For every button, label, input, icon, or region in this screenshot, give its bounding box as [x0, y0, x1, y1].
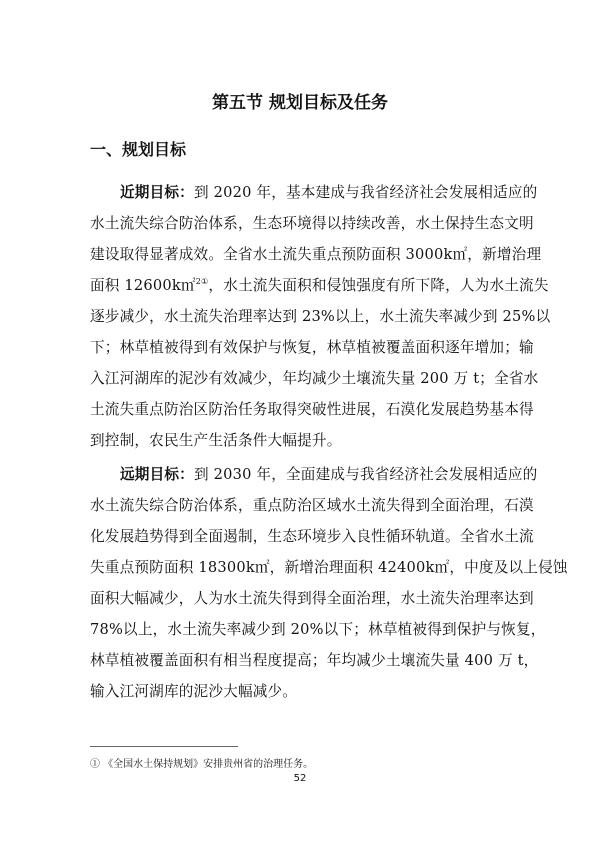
near-term-label: 近期目标： [120, 184, 194, 201]
near-term-line-7: 入江河湖库的泥沙有效减少，年均减少土壤流失量 200 万 t；全省水 [90, 370, 539, 387]
footnote-divider [90, 746, 238, 747]
near-term-line-1 [120, 181, 538, 202]
footnote-ref: 2① [195, 277, 209, 286]
near-term-text: 到 2020 年，基本建成与我省经济社会发展相适应的 [193, 184, 538, 201]
near-term-line-5: 逐步减少，水土流失治理率达到 23%以上，水土流失率减少到 25%以 [90, 308, 551, 325]
near-term-line-8: 土流失重点防治区防治任务取得突破性进展，石漠化发展趋势基本得 [90, 401, 534, 418]
heading-planning-goals: 一、规划目标 [90, 140, 187, 159]
near-term-text-4: ，水土流失面积和侵蚀强度有所下降，人为水土流失 [208, 277, 549, 294]
footnote: ① 《全国水土保持规划》安排贵州省的治理任务。 [90, 759, 314, 770]
long-term-line-6: 78%以上，水土流失率减少到 20%以下；林草植被得到保护与恢复， [90, 621, 546, 638]
long-term-line-4: 失重点预防面积 18300k㎡，新增治理面积 42400k㎡，中度及以上侵蚀 [90, 559, 568, 576]
near-term-line-3: 建设取得显著成效。全省水土流失重点预防面积 3000k㎡，新增治理 [90, 246, 542, 263]
near-term-line-6: 下；林草植被得到有效保护与恢复，林草植被覆盖面积逐年增加；输 [90, 339, 534, 356]
near-term-line-4 [90, 274, 549, 295]
near-term-line-2: 水土流失综合防治体系，生态环境得以持续改善，水土保持生态文明 [90, 215, 534, 232]
long-term-line-7: 林草植被覆盖面积有相当程度提高；年均减少土壤流失量 400 万 t， [90, 652, 539, 669]
long-term-line-8: 输入江河湖库的泥沙大幅减少。 [90, 683, 298, 700]
long-term-label: 远期目标： [120, 466, 194, 483]
long-term-line-2: 水土流失综合防治体系，重点防治区域水土流失得到全面治理，石漠 [90, 497, 534, 514]
section-title: 第五节 规划目标及任务 [212, 93, 388, 113]
long-term-text: 到 2030 年，全面建成与我省经济社会发展相适应的 [193, 466, 538, 483]
near-term-line-9: 到控制，农民生产生活条件大幅提升。 [90, 432, 342, 449]
long-term-line-1 [120, 463, 538, 484]
long-term-line-5: 面积大幅减少，人为水土流失得到得全面治理，水土流失治理率达到 [90, 590, 534, 607]
long-term-line-3: 化发展趋势得到全面遏制，生态环境步入良性循环轨道。全省水土流 [90, 528, 534, 545]
page-number: 52 [293, 773, 307, 784]
near-term-area: 面积 12600k㎡ [90, 277, 196, 294]
